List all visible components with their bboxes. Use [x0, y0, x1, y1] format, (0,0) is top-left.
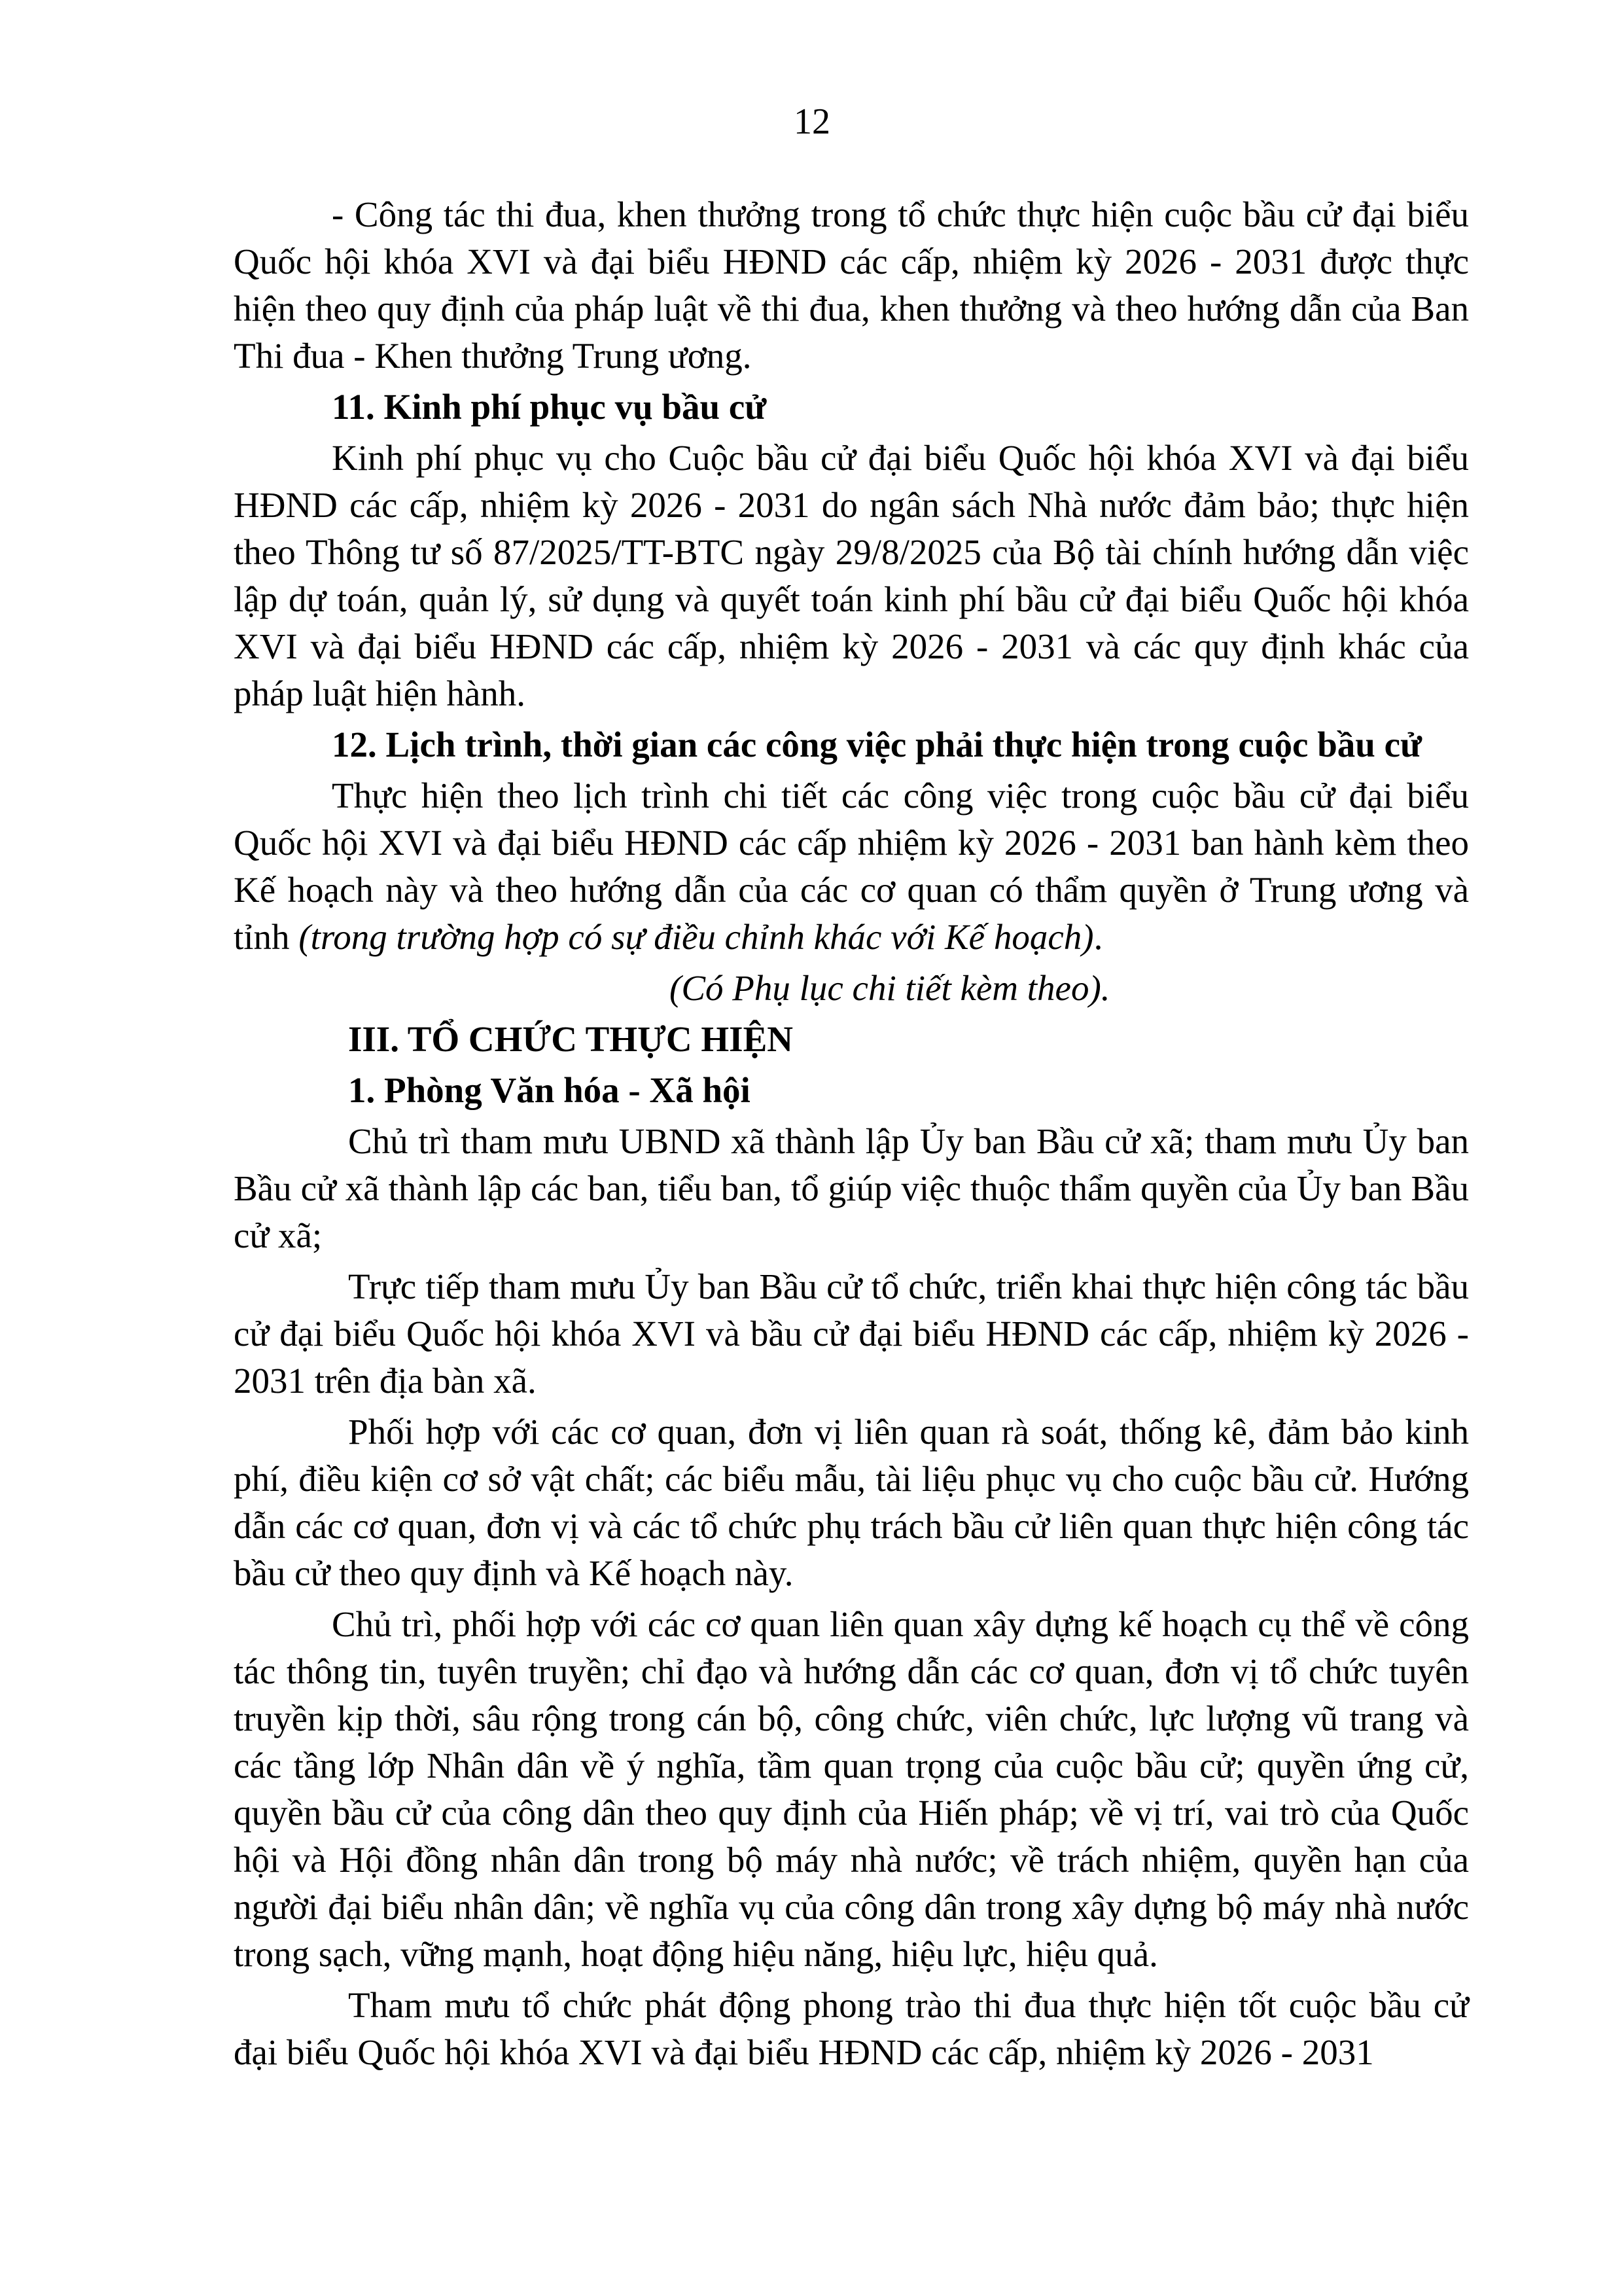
paragraph-schedule — [234, 772, 1469, 961]
schedule-italic-note: (trong trường hợp có sự điều chỉnh khác với Kế hoạch) — [298, 917, 1094, 957]
schedule-text: Thực hiện theo lịch trình chi tiết các công việc trong cuộc bầu cử đại biểu Quốc hội XVI và đại biểu HĐND các cấp nhiệm kỳ 2026 - 2031 ban hành kèm theo Kế hoạch này và theo hướng dẫn của các cơ quan có thẩm quyền ở Trung ương và tỉnh — [234, 776, 1469, 957]
heading-section-iii: III. TỔ CHỨC THỰC HIỆN — [348, 1019, 793, 1059]
document-body — [234, 191, 1469, 2080]
annex-note: (Có Phụ lục chi tiết kèm theo). — [669, 968, 1110, 1008]
paragraph-emulation-awards: - Công tác thi đua, khen thưởng trong tổ chức thực hiện cuộc bầu cử đại biểu Quốc hội khóa XVI và đại biểu HĐND các cấp, nhiệm kỳ 2026 - 2031 được thực hiện theo quy định của pháp luật về thi đua, khen thưởng và theo hướng dẫn của Ban Thi đua - Khen thưởng Trung ương. — [234, 194, 1469, 376]
paragraph-direct-advice: Trực tiếp tham mưu Ủy ban Bầu cử tổ chức, triển khai thực hiện công tác bầu cử đại biểu Quốc hội khóa XVI và bầu cử đại biểu HĐND các cấp, nhiệm kỳ 2026 - 2031 trên địa bàn xã. — [234, 1266, 1469, 1401]
paragraph-emulation-movement: Tham mưu tổ chức phát động phong trào thi đua thực hiện tốt cuộc bầu cử đại biểu Quốc hội khóa XVI và đại biểu HĐND các cấp, nhiệm kỳ 2026 - 2031 — [234, 1985, 1469, 2072]
schedule-end: . — [1093, 917, 1103, 957]
paragraph-election-funding: Kinh phí phục vụ cho Cuộc bầu cử đại biểu Quốc hội khóa XVI và đại biểu HĐND các cấp, nhiệm kỳ 2026 - 2031 do ngân sách Nhà nước đảm bảo; thực hiện theo Thông tư số 87/2025/TT-BTC ngày 29/8/2025 của Bộ tài chính hướng dẫn việc lập dự toán, quản lý, sử dụng và quyết toán kinh phí bầu cử đại biểu Quốc hội khóa XVI và đại biểu HĐND các cấp, nhiệm kỳ 2026 - 2031 và các quy định khác của pháp luật hiện hành. — [234, 438, 1469, 713]
heading-culture-society-office: 1. Phòng Văn hóa - Xã hội — [348, 1070, 750, 1110]
heading-section-11: 11. Kinh phí phục vụ bầu cử — [332, 387, 767, 427]
paragraph-election-committee: Chủ trì tham mưu UBND xã thành lập Ủy ban Bầu cử xã; tham mưu Ủy ban Bầu cử xã thành lập các ban, tiểu ban, tổ giúp việc thuộc thẩm quyền của Ủy ban Bầu cử xã; — [234, 1121, 1469, 1255]
paragraph-communication: Chủ trì, phối hợp với các cơ quan liên quan xây dựng kế hoạch cụ thể về công tác thông tin, tuyên truyền; chỉ đạo và hướng dẫn các cơ quan, đơn vị tổ chức tuyên truyền kịp thời, sâu rộng trong cán bộ, công chức, viên chức, lực lượng vũ trang và các tầng lớp Nhân dân về ý nghĩa, tầm quan trọng của cuộc bầu cử; quyền ứng cử, quyền bầu cử của công dân theo quy định của Hiến pháp; về vị trí, vai trò của Quốc hội và Hội đồng nhân dân trong bộ máy nhà nước; về trách nhiệm, quyền hạn của người đại biểu nhân dân; về nghĩa vụ của công dân trong xây dựng bộ máy nhà nước trong sạch, vững mạnh, hoạt động hiệu năng, hiệu lực, hiệu quả. — [234, 1604, 1469, 1974]
paragraph-coordination: Phối hợp với các cơ quan, đơn vị liên quan rà soát, thống kê, đảm bảo kinh phí, điều kiện cơ sở vật chất; các biểu mẫu, tài liệu phục vụ cho cuộc bầu cử. Hướng dẫn các cơ quan, đơn vị và các tổ chức phụ trách bầu cử liên quan thực hiện công tác bầu cử theo quy định và Kế hoạch này. — [234, 1412, 1469, 1593]
heading-section-12: 12. Lịch trình, thời gian các công việc phải thực hiện trong cuộc bầu cử — [332, 725, 1422, 764]
page-number: 12 — [794, 101, 830, 142]
